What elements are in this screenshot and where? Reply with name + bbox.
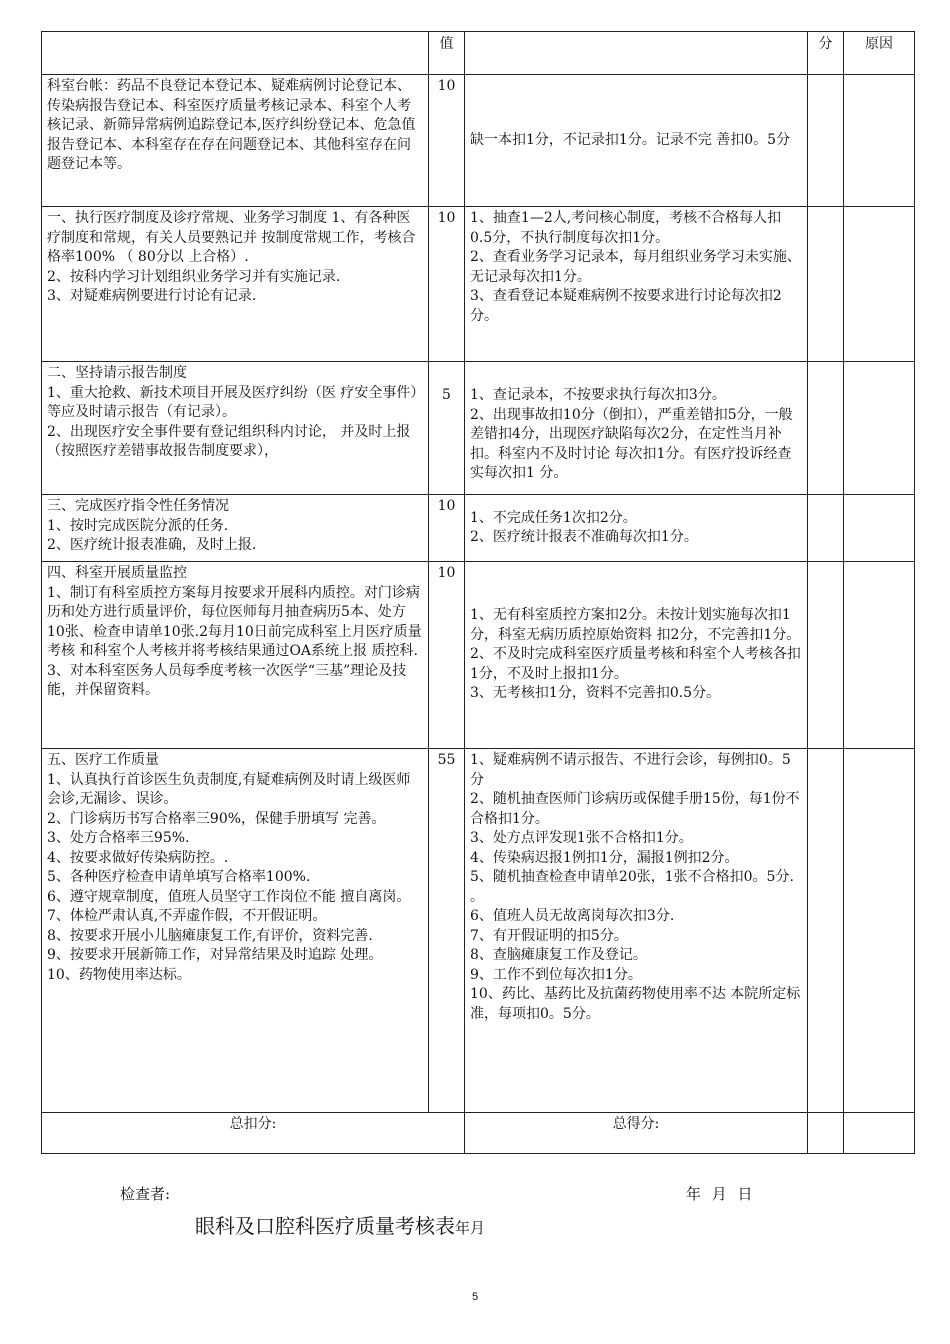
total-deduct-label: 总扣分: xyxy=(42,1113,465,1154)
method-line: 3、无考核扣1分，资料不完善扣0.5分。 xyxy=(470,685,721,702)
assessment-table xyxy=(41,31,915,1154)
method-cell xyxy=(465,362,808,495)
method-cell xyxy=(465,749,834,1113)
method-cell xyxy=(465,562,808,749)
standard-line: 2、医疗统计报表准确，及时上报. xyxy=(47,537,257,553)
header-reason: 原因 xyxy=(844,32,915,75)
standard-cell xyxy=(42,362,429,495)
method-line: 1、查记录本，不按要求执行每次扣3分。 xyxy=(470,387,726,403)
header-score: 分 xyxy=(808,32,844,75)
total-reason-cell xyxy=(844,1113,915,1154)
value-cell: 55 xyxy=(429,749,465,1113)
document-title xyxy=(195,1210,485,1239)
method-cell xyxy=(465,495,808,562)
standard-cell xyxy=(42,207,429,362)
method-line: 2、医疗统计报表不准确每次扣1分。 xyxy=(470,529,698,545)
table-row xyxy=(42,362,915,495)
total-score-cell xyxy=(808,1113,844,1154)
standard-cell xyxy=(42,749,429,1113)
method-line: 9、工作不到位每次扣1分。 xyxy=(470,966,642,983)
standard-line: 1、制订有科室质控方案每月按要求开展科内质控。对门诊病历和处方进行质量评价，每位医师每月抽查病历5本、处方10张、检查申请单10张.2每月10日前完成科室上月医疗质量考核 和科室个人考核并将考核结果通过OA系统上报 质控科. xyxy=(47,584,422,659)
standard-line: 3、处方合格率三95%. xyxy=(47,830,190,846)
standard-cell xyxy=(42,75,429,207)
method-line: 3、处方点评发现1张不合格扣1分。 xyxy=(470,830,693,846)
method-cell xyxy=(465,75,808,207)
value-cell: 5 xyxy=(429,362,465,495)
reason-cell xyxy=(844,362,915,495)
date-label: 年 月 日 xyxy=(686,1185,756,1203)
totals-row xyxy=(42,1113,915,1154)
method-line: 1、不完成任务1次扣2分。 xyxy=(470,509,637,526)
value-cell: 10 xyxy=(429,495,465,562)
method-line: 2、出现事故扣10分（倒扣），严重差错扣5分，一般差错扣4分，出现医疗缺陷每次2分，在定性当月补扣。科室内不及时讨论 每次扣1分。有医疗投诉经查实每次扣1 分。 xyxy=(470,406,793,481)
reason-cell xyxy=(844,495,915,562)
score-cell xyxy=(808,562,844,749)
standard-cell xyxy=(42,495,429,562)
document-title-main: 眼科及口腔科医疗质量考核表 xyxy=(195,1214,455,1238)
standard-line: 1、重大抢救、新技术项目开展及医疗纠纷（医 疗安全事件）等应及时请示报告（有记录）。 xyxy=(47,384,418,420)
method-line: 缺一本扣1分，不记录扣1分。记录不完 善扣0。5分 xyxy=(470,131,791,148)
method-line: 1、无有科室质控方案扣2分。未按计划实施每次扣1分，科室无病历质控原始资料 扣2分，不完善扣1分。 xyxy=(470,607,801,643)
standard-line: 10、药物使用率达标。 xyxy=(47,966,191,983)
score-cell xyxy=(808,207,844,362)
standard-line: 1、按时完成医院分派的任务. xyxy=(47,517,229,534)
header-value: 值 xyxy=(429,32,465,75)
standard-line: 5、各种医疗检查申请单填写合格率100%. xyxy=(47,869,311,885)
score-cell xyxy=(808,75,844,207)
method-line: 1、疑难病例不请示报告、不进行会诊，每例扣0。5分 xyxy=(470,752,791,788)
standard-line: 6、遵守规章制度，值班人员坚守工作岗位不能 擅自离岗。 xyxy=(47,888,411,905)
score-cell xyxy=(808,495,844,562)
standard-line: 2、门诊病历书写合格率三90%，保健手册填写 完善。 xyxy=(47,810,386,827)
standard-line: 7、体检严肃认真,不弄虚作假，不开假证明。 xyxy=(47,908,327,924)
standard-line: 2、按科内学习计划组织业务学习并有实施记录. xyxy=(47,268,341,285)
standard-line: 二、坚持请示报告制度 xyxy=(47,365,187,381)
method-line: 6、值班人员无故离岗每次扣3分. xyxy=(470,908,675,924)
table-row xyxy=(42,75,915,207)
method-line: 5、随机抽查检查申请单20张，1张不合格扣0。5分. 。 xyxy=(470,869,834,905)
method-line: 10、药比、基药比及抗菌药物使用率不达 本院所定标准，每项扣0。5分。 xyxy=(470,986,801,1022)
inspector-label: 检查者: xyxy=(120,1185,171,1203)
table-row xyxy=(42,207,915,362)
table-header-row xyxy=(42,32,915,75)
reason-cell xyxy=(844,562,915,749)
table-row xyxy=(42,495,915,562)
reason-cell xyxy=(844,749,915,1113)
standard-line: 三、完成医疗指令性任务情况 xyxy=(47,498,229,514)
method-line: 7、有开假证明的扣5分。 xyxy=(470,927,628,944)
standard-line: 科室台帐：药品不良登记本登记本、疑难病例讨论登记本、传染病报告登记本、科室医疗质量考核记录本、科室个人考核记录、新筛异常病例追踪登记本,医疗纠纷登记本、危急值报告登记本、本科室存在存在问题登记本、其他科室存在问题登记本等。 xyxy=(47,78,416,172)
total-score-label: 总得分: xyxy=(465,1113,808,1154)
standard-line: 9、按要求开展新筛工作，对异常结果及时追踪 处理。 xyxy=(47,947,383,963)
value-cell: 10 xyxy=(429,75,465,207)
header-standard-cell xyxy=(42,32,429,75)
standard-line: 4、按要求做好传染病防控。. xyxy=(47,849,229,866)
standard-line: 3、对本科室医务人员每季度考核一次医学“三基”理论及技能，并保留资料。 xyxy=(47,662,407,698)
document-title-suffix: 年月 xyxy=(455,1219,486,1237)
method-line: 3、查看登记本疑难病例不按要求进行讨论每次扣2分。 xyxy=(470,288,782,324)
value-cell: 10 xyxy=(429,562,465,749)
score-cell xyxy=(808,749,844,1113)
standard-line: 8、按要求开展小儿脑瘫康复工作,有评价，资料完善. xyxy=(47,927,373,944)
header-method-cell xyxy=(465,32,808,75)
score-cell xyxy=(808,362,844,495)
method-line: 4、传染病迟报1例扣1分，漏报1例扣2分。 xyxy=(470,849,739,866)
standard-line: 1、认真执行首诊医生负责制度,有疑难病例及时请上级医师会诊,无漏诊、误诊。 xyxy=(47,771,411,807)
reason-cell xyxy=(844,207,915,362)
reason-cell xyxy=(844,75,915,207)
method-line: 8、查脑瘫康复工作及登记。 xyxy=(470,947,647,963)
table-row xyxy=(42,749,915,1113)
standard-line: 四、科室开展质量监控 xyxy=(47,565,187,581)
method-line: 2、查看业务学习记录本，每月组织业务学习未实施、无记录每次扣1分。 xyxy=(470,249,801,285)
table-row xyxy=(42,562,915,749)
standard-line: 2、出现医疗安全事件要有登记组织科内讨论， 并及时上报（按照医疗差错事故报告制度要求）， xyxy=(47,423,411,459)
page-number: 5 xyxy=(471,1291,479,1303)
standard-line: 五、医疗工作质量 xyxy=(47,752,159,768)
method-line: 2、随机抽查医师门诊病历或保健手册15份，每1份不合格扣1分。 xyxy=(470,791,800,827)
standard-line: 一、执行医疗制度及诊疗常规、业务学习制度 1、有各种医疗制度和常规，有关人员要熟记并 按制度常规工作，考核合格率100% （ 80分以 上合格）. xyxy=(47,210,416,265)
method-line: 2、不及时完成科室医疗质量考核和科室个人考核各扣1分，不及时上报扣1分。 xyxy=(470,646,801,682)
method-cell xyxy=(465,207,808,362)
value-cell: 10 xyxy=(429,207,465,362)
standard-cell xyxy=(42,562,429,749)
standard-line: 3、对疑难病例要进行讨论有记录. xyxy=(47,288,257,304)
method-line: 1、抽查1—2人,考问核心制度，考核不合格每人扣0.5分，不执行制度每次扣1分。 xyxy=(470,210,782,246)
